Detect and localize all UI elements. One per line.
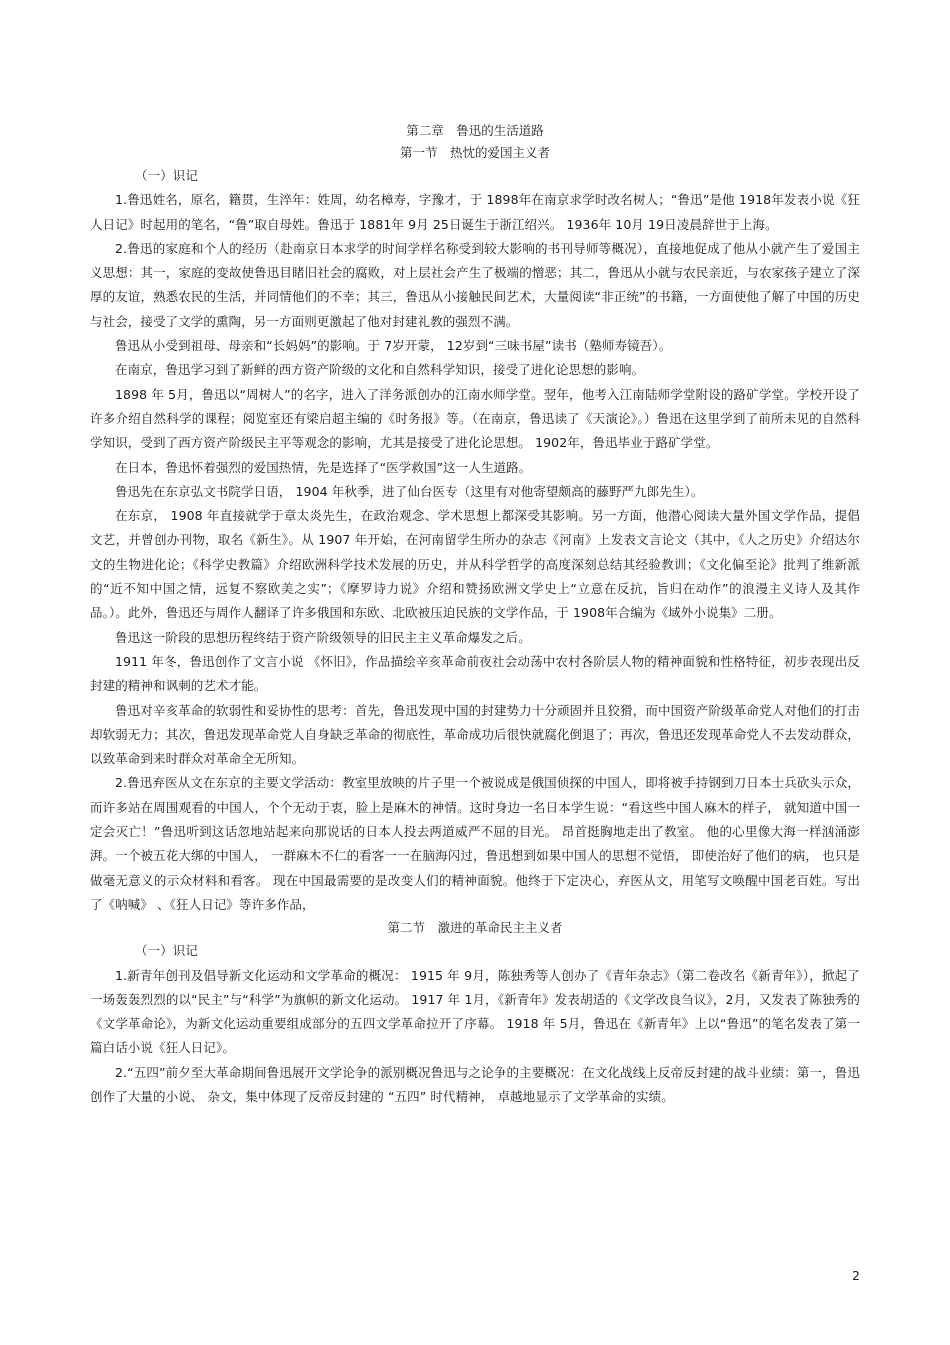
paragraph: 鲁迅这一阶段的思想历程终结于资产阶级领导的旧民主主义革命爆发之后。	[115, 629, 531, 645]
section-2-title: 第二节 激进的革命民主主义者	[387, 920, 563, 936]
paragraph: 在东京， 1908 年直接就学于章太炎先生，在政治观念、学术思想上都深受其影响。另一方面，他潜心阅读大量外国文学作品，提倡文艺，并曾创办刊物，取名《新生》。从 1907 年开始，在河南留学生所办的杂志《河南》上发表文言论文（其中，《人之历史》介绍达尔文的生物进化论；《科学史教篇》介绍欧洲科学技术发展的历史，并从科学哲学的高度深刻总结其经验教训；《文化偏至论》批判了维新派的“近不知中国之情，远复不察欧美之实”；《摩罗诗力说》介绍和赞扬欧洲文学史上“立意在反抗，旨归在动作”的浪漫主义诗人及其作品。）。此外，鲁迅还与周作人翻译了许多俄国和东欧、北欧被压迫民族的文学作品，于 1908年合编为《域外小说集》二册。	[90, 508, 860, 621]
paragraph: 鲁迅对辛亥革命的软弱性和妥协性的思考：首先，鲁迅发现中国的封建势力十分顽固并且狡猾，而中国资产阶级革命党人对他们的打击却软弱无力；其次，鲁迅发现革命党人自身缺乏革命的彻底性，革命成功后很快就腐化倒退了；再次，鲁迅还发现革命党人不去发动群众，以致革命到来时群众对革命全无所知。	[90, 702, 860, 767]
paragraph: 1.鲁迅姓名，原名，籍贯，生淬年：姓周，幼名樟寿，字豫才，于 1898年在南京求学时改名树人；“鲁迅”是他 1918年发表小说《狂人日记》时起用的笔名，“鲁”取自母姓。鲁迅于 1881年 9月 25日诞生于浙江绍兴。 1936年 10月 19日凌晨辞世于上海。	[90, 192, 860, 232]
section-2-subheading: （一）识记	[135, 943, 199, 959]
section-1-title: 第一节 热忱的爱国主义者	[399, 145, 550, 160]
chapter-title: 第二章 鲁迅的生活道路	[406, 123, 544, 138]
page-content	[90, 120, 860, 1109]
paragraph: 2.“五四”前夕至大革命期间鲁迅展开文学论争的派别概况鲁迅与之论争的主要概况：在文化战线上反帝反封建的战斗业绩：第一，鲁迅创作了大量的小说、 杂文，集中体现了反帝反封建的 “五四” 时代精神， 卓越地显示了文学革命的实绩。	[90, 1064, 860, 1104]
paragraph: 在南京，鲁迅学习到了新鲜的西方资产阶级的文化和自然科学知识，接受了进化论思想的影响。	[115, 362, 645, 378]
section-1-subheading: （一）识记	[135, 168, 199, 183]
page-number: 2	[852, 1268, 860, 1283]
paragraph: 鲁迅从小受到祖母、母亲和“长妈妈”的影响。于 7岁开蒙， 12岁到“三味书屋”读书（塾师寿镜吾）。	[115, 338, 672, 354]
paragraph: 1911 年冬，鲁迅创作了文言小说 《怀旧》，作品描绘辛亥革命前夜社会动荡中农村各阶层人物的精神面貌和性格特征，初步表现出反封建的精神和讽刺的艺术才能。	[90, 653, 860, 694]
paragraph: 2.鲁迅的家庭和个人的经历（赴南京日本求学的时间学样名称受到较大影响的书刊导师等概况），直接地促成了他从小就产生了爱国主义思想：其一，家庭的变故使鲁迅目睹旧社会的腐败，对上层社会产生了极端的憎恶；其二，鲁迅从小就与农民亲近，与农家孩子建立了深厚的友谊，熟悉农民的生活，并同情他们的不幸；其三，鲁迅从小接触民间艺术，大量阅读“非正统”的书籍，一方面使他了解了中国的历史与社会，接受了文学的熏陶，另一方面则更激起了他对封建礼教的强烈不满。	[90, 240, 860, 329]
paragraph: 2.鲁迅弃医从文在东京的主要文学活动：教室里放映的片子里一个被说成是俄国侦探的中国人，即将被手持钢到刀日本士兵砍头示众，而许多站在周围观看的中国人，个个无动于衷，脸上是麻木的神情。这时身边一名日本学生说：“看这些中国人麻木的样子， 就知道中国一定会灭亡！”鲁迅听到这话忽地站起来向那说话的日本人投去两道威严不屈的目光。 昂首挺胸地走出了教室。 他的心里像大海一样汹涌澎湃。一个被五花大绑的中国人， 一群麻木不仁的看客一一在脑海闪过，鲁迅想到如果中国人的思想不觉悟， 即使治好了他们的病， 也只是做毫无意义的示众材料和看客。 现在中国最需要的是改变人们的精神面貌。他终于下定决心，弃医从文，用笔写文唤醒中国老百姓。写出了《呐喊》 、《狂人日记》等许多作品，	[90, 775, 860, 912]
paragraph: 在日本，鲁迅怀着强烈的爱国热情，先是选择了“医学救国”这一人生道路。	[115, 459, 532, 475]
paragraph: 鲁迅先在东京弘文书院学日语， 1904 年秋季，进了仙台医专（这里有对他寄望颇高的藤野严九郎先生）。	[115, 483, 704, 499]
paragraph: 1.新青年创刊及倡导新文化运动和文学革命的概况： 1915 年 9月，陈独秀等人创办了《青年杂志》（第二卷改名《新青年》），掀起了一场轰轰烈烈的以“民主”与“科学”为旗帜的新文化运动。 1917 年 1月，《新青年》发表胡适的《文学改良刍议》，2月，又发表了陈独秀的《文学革命论》，为新文化运动重要组成部分的五四文学革命拉开了序幕。 1918 年 5月，鲁迅在《新青年》上以“鲁迅”的笔名发表了第一篇白话小说《狂人日记》。	[90, 967, 860, 1056]
paragraph: 1898 年 5月，鲁迅以“周树人”的名字，进入了洋务派创办的江南水师学堂。翌年，他考入江南陆师学堂附设的路矿学堂。学校开设了许多介绍自然科学的课程；阅览室还有梁启超主编的《时务报》等。（在南京，鲁迅读了《天演论》。）鲁迅在这里学到了前所未见的自然科学知识，受到了西方资产阶级民主平等观念的影响，尤其是接受了进化论思想。 1902年，鲁迅毕业于路矿学堂。	[90, 386, 860, 451]
